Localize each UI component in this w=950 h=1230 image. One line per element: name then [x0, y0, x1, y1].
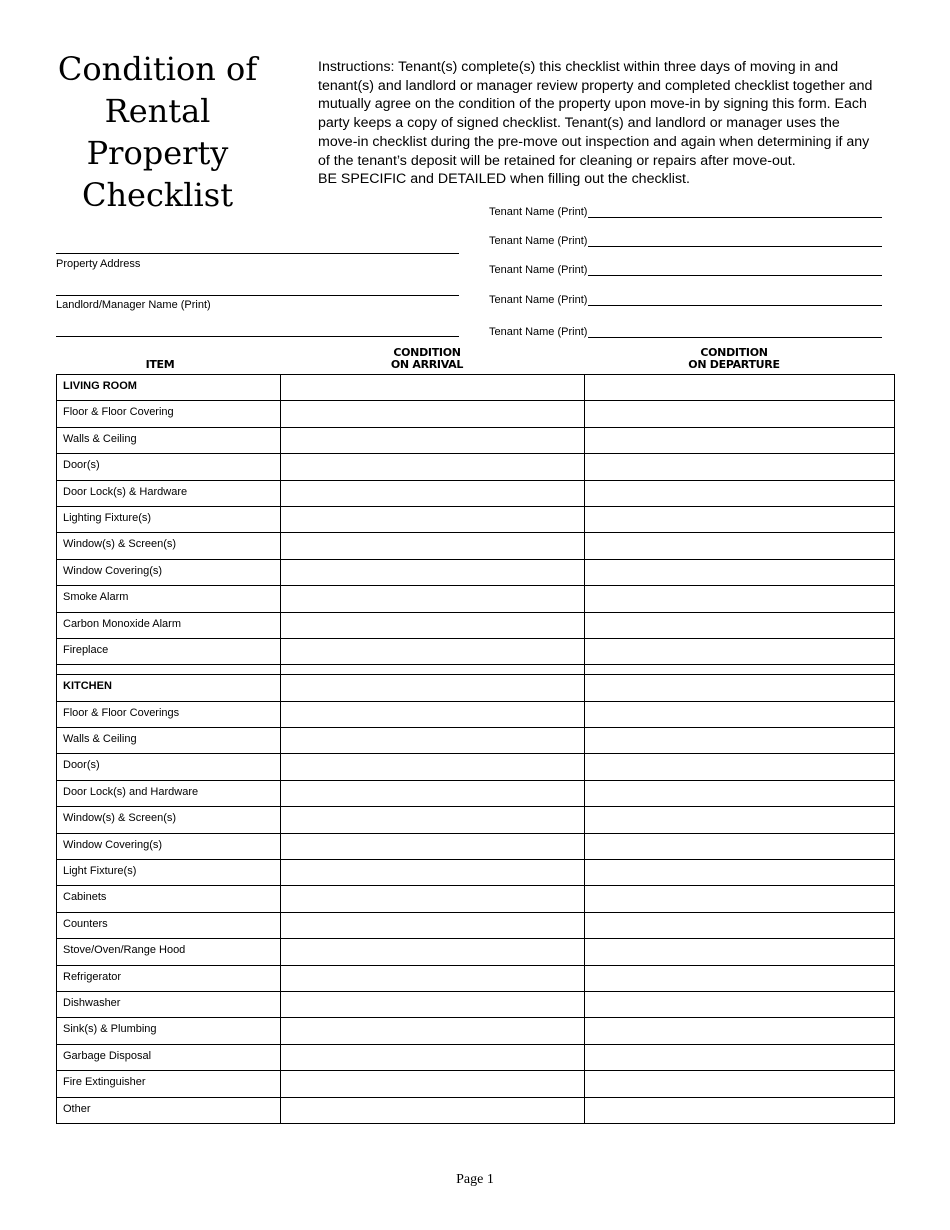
table-row	[57, 860, 895, 886]
item-name: Walls & Ceiling	[57, 728, 281, 754]
condition-on-departure-cell[interactable]	[585, 833, 895, 859]
landlord-name-line[interactable]	[56, 336, 459, 337]
property-address-label: Property Address	[56, 258, 141, 270]
condition-on-arrival-cell[interactable]	[281, 728, 585, 754]
condition-on-arrival-cell[interactable]	[281, 965, 585, 991]
column-header-departure-line1: CONDITION	[700, 346, 768, 359]
column-header-item: ITEM	[145, 358, 175, 371]
condition-on-arrival-cell[interactable]	[281, 701, 585, 727]
condition-on-arrival-cell[interactable]	[281, 401, 585, 427]
table-row	[57, 506, 895, 532]
landlord-name-label: Landlord/Manager Name (Print)	[56, 299, 211, 311]
condition-on-arrival-cell[interactable]	[281, 780, 585, 806]
spacer-cell	[281, 665, 585, 675]
condition-on-departure-cell[interactable]	[585, 401, 895, 427]
item-name: Floor & Floor Coverings	[57, 701, 281, 727]
tenant-name-label: Tenant Name (Print)	[489, 235, 588, 247]
condition-on-departure-cell[interactable]	[585, 754, 895, 780]
table-row	[57, 833, 895, 859]
item-name: Garbage Disposal	[57, 1044, 281, 1070]
condition-on-arrival-cell[interactable]	[281, 454, 585, 480]
condition-on-departure-cell[interactable]	[585, 991, 895, 1017]
condition-on-arrival-cell[interactable]	[281, 1071, 585, 1097]
spacer-cell	[57, 665, 281, 675]
item-name: Window(s) & Screen(s)	[57, 533, 281, 559]
condition-on-arrival-cell[interactable]	[281, 754, 585, 780]
condition-on-arrival-cell[interactable]	[281, 833, 585, 859]
column-header-arrival-line1: CONDITION	[393, 346, 461, 359]
section-name: KITCHEN	[57, 675, 281, 701]
instructions-text: Instructions: Tenant(s) complete(s) this checklist within three days of moving in and tenant(s) and landlord or manager review property and completed checklist together and mutually agree on the condition of the property upon move-in by signing this form. Each party keeps a copy of signed checklist. Tenant(s) and landlord or manager uses the move-in checklist during the pre-move out inspection and again when determining if any of the tenant’s deposit will be retained for cleaning or repairs after move-out.	[318, 59, 873, 169]
item-name: Window(s) & Screen(s)	[57, 807, 281, 833]
condition-on-departure-cell[interactable]	[585, 559, 895, 585]
item-name: Fire Extinguisher	[57, 1071, 281, 1097]
spacer-cell	[585, 665, 895, 675]
condition-on-arrival-cell[interactable]	[281, 533, 585, 559]
table-row	[57, 480, 895, 506]
condition-on-departure-cell[interactable]	[585, 939, 895, 965]
table-row	[57, 807, 895, 833]
condition-on-arrival-cell[interactable]	[281, 807, 585, 833]
condition-on-departure-cell[interactable]	[585, 912, 895, 938]
item-name: Cabinets	[57, 886, 281, 912]
condition-on-departure-cell[interactable]	[585, 728, 895, 754]
condition-on-arrival-cell[interactable]	[281, 480, 585, 506]
item-name: Light Fixture(s)	[57, 860, 281, 886]
table-row	[57, 780, 895, 806]
condition-on-departure-cell[interactable]	[585, 506, 895, 532]
checklist-table	[56, 374, 895, 1124]
page-number: Page 1	[456, 1172, 494, 1187]
table-row	[57, 454, 895, 480]
tenant-name-label: Tenant Name (Print)	[489, 294, 588, 306]
condition-on-arrival-cell[interactable]	[281, 886, 585, 912]
condition-on-arrival-cell[interactable]	[281, 427, 585, 453]
table-row	[57, 939, 895, 965]
item-name: Door(s)	[57, 754, 281, 780]
condition-on-arrival-cell[interactable]	[281, 912, 585, 938]
instructions	[318, 58, 883, 189]
condition-on-arrival-cell[interactable]	[281, 612, 585, 638]
item-name: Counters	[57, 912, 281, 938]
condition-on-arrival-cell[interactable]	[281, 675, 585, 701]
condition-on-departure-cell[interactable]	[585, 1044, 895, 1070]
item-name: Door Lock(s) and Hardware	[57, 780, 281, 806]
table-row	[57, 1071, 895, 1097]
landlord-name-line-upper	[56, 295, 459, 296]
condition-on-departure-cell[interactable]	[585, 612, 895, 638]
item-name: Sink(s) & Plumbing	[57, 1018, 281, 1044]
condition-on-arrival-cell[interactable]	[281, 1044, 585, 1070]
item-name: Fireplace	[57, 638, 281, 664]
condition-on-departure-cell[interactable]	[585, 701, 895, 727]
table-row	[57, 1044, 895, 1070]
condition-on-arrival-cell[interactable]	[281, 375, 585, 401]
condition-on-departure-cell[interactable]	[585, 533, 895, 559]
item-name: Window Covering(s)	[57, 559, 281, 585]
condition-on-departure-cell[interactable]	[585, 1071, 895, 1097]
condition-on-departure-cell[interactable]	[585, 375, 895, 401]
condition-on-arrival-cell[interactable]	[281, 506, 585, 532]
table-row	[57, 991, 895, 1017]
condition-on-arrival-cell[interactable]	[281, 1097, 585, 1123]
section-name: LIVING ROOM	[57, 375, 281, 401]
table-row	[57, 1018, 895, 1044]
condition-on-departure-cell[interactable]	[585, 480, 895, 506]
table-row	[57, 728, 895, 754]
section-header-row	[57, 375, 895, 401]
table-row	[57, 754, 895, 780]
item-name: Door(s)	[57, 454, 281, 480]
table-row	[57, 612, 895, 638]
condition-on-departure-cell[interactable]	[585, 454, 895, 480]
item-name: Door Lock(s) & Hardware	[57, 480, 281, 506]
table-row	[57, 1097, 895, 1123]
item-name: Floor & Floor Covering	[57, 401, 281, 427]
item-name: Walls & Ceiling	[57, 427, 281, 453]
item-name: Refrigerator	[57, 965, 281, 991]
property-address-line[interactable]	[56, 253, 459, 254]
tenant-name-field-1[interactable]	[489, 202, 882, 218]
tenant-name-blank[interactable]	[588, 264, 882, 276]
page-title: Condition of Rental Property Checklist	[57, 50, 258, 214]
item-name: Stove/Oven/Range Hood	[57, 939, 281, 965]
table-row	[57, 401, 895, 427]
tenant-name-field-2[interactable]	[489, 231, 882, 247]
condition-on-departure-cell[interactable]	[585, 780, 895, 806]
condition-on-departure-cell[interactable]	[585, 807, 895, 833]
condition-on-arrival-cell[interactable]	[281, 1018, 585, 1044]
tenant-name-blank[interactable]	[588, 206, 882, 218]
section-spacer-row	[57, 665, 895, 675]
condition-on-departure-cell[interactable]	[585, 638, 895, 664]
instructions-emphasis: BE SPECIFIC and DETAILED when filling out the checklist.	[318, 171, 690, 188]
condition-on-arrival-cell[interactable]	[281, 638, 585, 664]
condition-on-arrival-cell[interactable]	[281, 991, 585, 1017]
tenant-name-label: Tenant Name (Print)	[489, 206, 588, 218]
tenant-name-label: Tenant Name (Print)	[489, 326, 588, 338]
item-name: Window Covering(s)	[57, 833, 281, 859]
column-header-departure-line2: ON DEPARTURE	[688, 358, 780, 371]
condition-on-departure-cell[interactable]	[585, 675, 895, 701]
column-header-arrival-line2: ON ARRIVAL	[390, 358, 464, 371]
item-name: Carbon Monoxide Alarm	[57, 612, 281, 638]
condition-on-departure-cell[interactable]	[585, 965, 895, 991]
condition-on-arrival-cell[interactable]	[281, 860, 585, 886]
tenant-name-blank[interactable]	[588, 294, 882, 306]
table-row	[57, 638, 895, 664]
table-row	[57, 427, 895, 453]
tenant-name-blank[interactable]	[588, 235, 882, 247]
tenant-name-label: Tenant Name (Print)	[489, 264, 588, 276]
tenant-name-field-4[interactable]	[489, 290, 882, 306]
item-name: Other	[57, 1097, 281, 1123]
section-header-row	[57, 675, 895, 701]
table-row	[57, 559, 895, 585]
table-row	[57, 701, 895, 727]
condition-on-departure-cell[interactable]	[585, 427, 895, 453]
condition-on-departure-cell[interactable]	[585, 1018, 895, 1044]
column-header-arrival	[327, 347, 527, 371]
condition-on-departure-cell[interactable]	[585, 860, 895, 886]
tenant-name-blank[interactable]	[588, 326, 882, 338]
condition-on-arrival-cell[interactable]	[281, 939, 585, 965]
item-name: Dishwasher	[57, 991, 281, 1017]
condition-on-arrival-cell[interactable]	[281, 559, 585, 585]
table-row	[57, 886, 895, 912]
table-row	[57, 586, 895, 612]
table-row	[57, 533, 895, 559]
column-header-departure	[634, 347, 834, 371]
condition-on-arrival-cell[interactable]	[281, 586, 585, 612]
item-name: Lighting Fixture(s)	[57, 506, 281, 532]
table-row	[57, 912, 895, 938]
tenant-name-field-3[interactable]	[489, 260, 882, 276]
table-row	[57, 965, 895, 991]
condition-on-departure-cell[interactable]	[585, 1097, 895, 1123]
item-name: Smoke Alarm	[57, 586, 281, 612]
checklist-body	[57, 375, 895, 1124]
condition-on-departure-cell[interactable]	[585, 586, 895, 612]
tenant-name-field-5[interactable]	[489, 322, 882, 338]
condition-on-departure-cell[interactable]	[585, 886, 895, 912]
